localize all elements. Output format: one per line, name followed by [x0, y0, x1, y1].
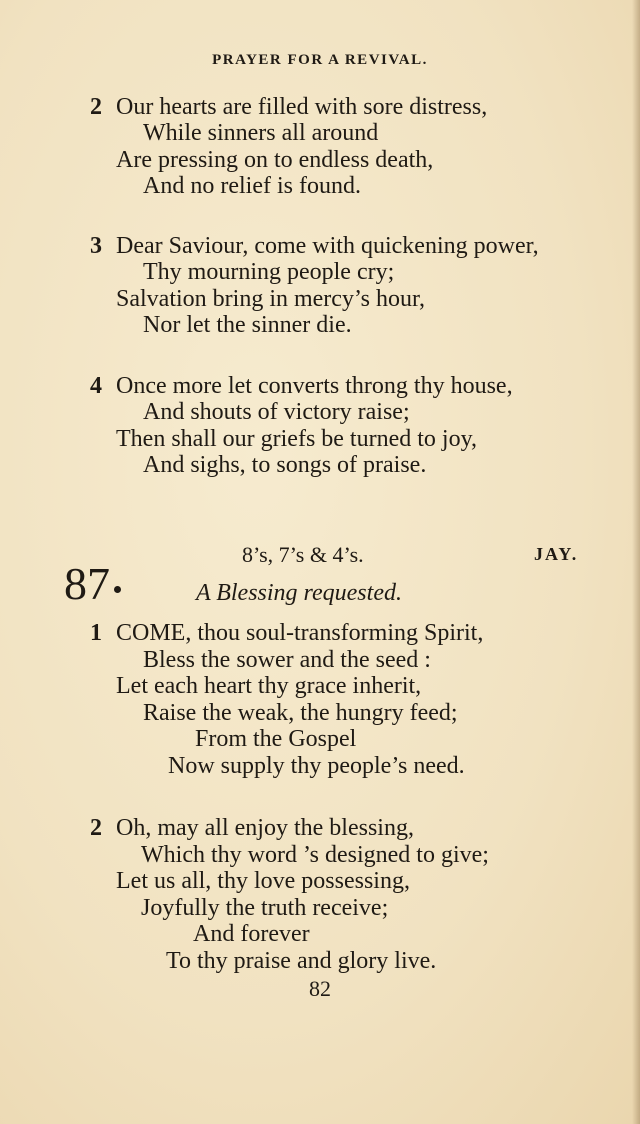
stanza-number: 2 [90, 815, 102, 841]
verse-line: Oh, may all enjoy the blessing, [116, 815, 414, 841]
hymn-tune: JAY. [534, 544, 579, 564]
verse-line: Our hearts are filled with sore distress, [116, 94, 488, 120]
verse-line: Which thy word ’s designed to give; [141, 842, 489, 868]
verse-line: Raise the weak, the hungry feed; [143, 700, 458, 726]
verse-line: From the Gospel [195, 726, 357, 752]
verse-line: COME, thou soul-transforming Spirit, [116, 620, 484, 646]
verse-line: And sighs, to songs of praise. [143, 452, 427, 478]
running-head: PRAYER FOR A REVIVAL. [212, 52, 428, 68]
verse-line: Dear Saviour, come with quickening power, [116, 233, 539, 259]
verse-line: Now supply thy people’s need. [168, 753, 465, 779]
verse-line: Bless the sower and the seed : [143, 647, 431, 673]
hymn-number-period [114, 586, 121, 593]
verse-line: Salvation bring in mercy’s hour, [116, 286, 425, 312]
verse-line: Nor let the sinner die. [143, 312, 352, 338]
page-edge-shadow [632, 0, 640, 1124]
hymn-title: A Blessing requested. [196, 580, 402, 606]
stanza-number: 4 [90, 373, 102, 399]
stanza-number: 3 [90, 233, 102, 259]
verse-line: Thy mourning people cry; [143, 259, 395, 285]
verse-line: And shouts of victory raise; [143, 399, 410, 425]
verse-line: Then shall our griefs be turned to joy, [116, 426, 478, 452]
verse-line: To thy praise and glory live. [166, 948, 437, 974]
verse-line: Let us all, thy love possessing, [116, 868, 410, 894]
verse-line: And forever [193, 921, 310, 947]
hymn-number: 87 [64, 558, 110, 609]
stanza-number: 2 [90, 94, 102, 120]
verse-line: Once more let converts throng thy house, [116, 373, 513, 399]
page-number: 82 [309, 976, 331, 1001]
verse-line: Joyfully the truth receive; [141, 895, 389, 921]
verse-line: While sinners all around [143, 120, 379, 146]
stanza-number: 1 [90, 620, 102, 646]
hymn-meter: 8’s, 7’s & 4’s. [242, 542, 364, 567]
verse-line: Are pressing on to endless death, [116, 147, 434, 173]
verse-line: Let each heart thy grace inherit, [116, 673, 422, 699]
verse-line: And no relief is found. [143, 173, 361, 199]
